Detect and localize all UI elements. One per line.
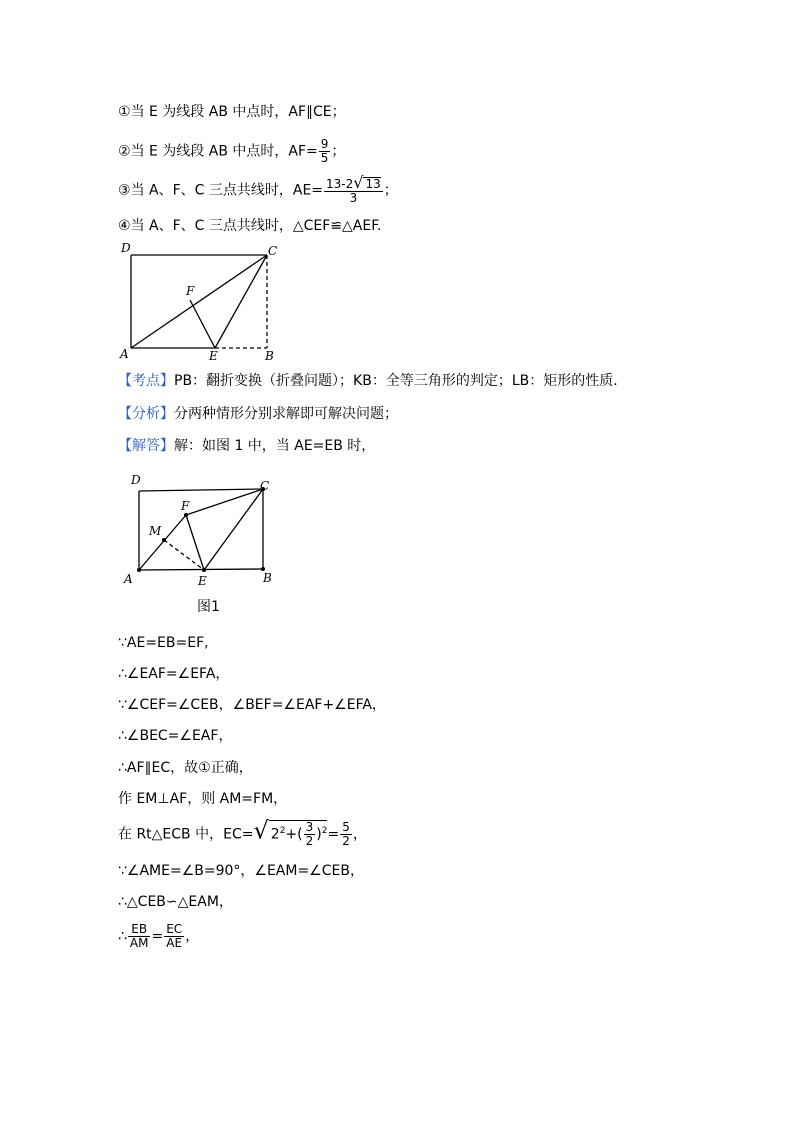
fig1-label-C: C — [260, 479, 270, 493]
step-9: ∴△CEB∽△EAM， — [118, 894, 233, 910]
ec-radicand: $2^2+$( $\frac{3}{2}$ )$^2$ — [270, 820, 328, 849]
option-3-fraction: $\frac{13-2√ 13}{3}$ — [326, 173, 381, 205]
label-C: C — [268, 244, 278, 258]
fig1-label-A: A — [124, 572, 133, 586]
step-10: ∴ $\frac{EB}{AM}$ = $\frac{EC}{AE}$ ， — [118, 922, 200, 950]
step-3: ∵∠CEF=∠CEB，∠BEF=∠EAF+∠EFA， — [118, 697, 386, 713]
fig1-label-E: E — [198, 574, 207, 588]
fig1-label-B: B — [263, 571, 272, 585]
label-F: F — [186, 284, 195, 298]
jieda-line: 【解答】解：如图 1 中，当 AE=EB 时， — [118, 438, 376, 454]
step-5: ∴AF∥EC，故①正确， — [118, 760, 253, 776]
jieda-tag: 解答 — [132, 438, 160, 454]
figure-1 — [120, 470, 285, 595]
label-B: B — [265, 349, 274, 363]
fenxi-line: 【分析】分两种情形分别求解即可解决问题； — [118, 406, 398, 422]
option-3: ③当 A、F、C 三点共线时，AE= $\frac{13-2√ 13}{3}$ ； — [118, 173, 398, 205]
option-4-text: 当 A、F、C 三点共线时，△CEF≌△AEF. — [130, 218, 382, 234]
option-4-mark: ④ — [118, 218, 131, 234]
fenxi-tag: 分析 — [132, 406, 160, 422]
ec-result: $\frac{5}{2}$ — [342, 820, 350, 849]
fig1-label-D: D — [131, 473, 141, 487]
option-2-text: 当 E 为线段 AB 中点时，AF= — [130, 143, 318, 160]
option-2-fraction: $\frac{9}{5}$ — [320, 137, 329, 165]
label-A: A — [120, 347, 129, 361]
option-2-mark: ② — [118, 143, 131, 160]
label-E: E — [209, 349, 218, 363]
option-1-text: 当 E 为线段 AB 中点时，AF∥CE； — [130, 104, 346, 120]
step-7: 在 Rt△ECB 中，EC=√ $2^2+$( $\frac{3}{2}$ )$^2$= $\frac{5}{2}$ ， — [118, 816, 367, 849]
option-4 — [118, 216, 381, 236]
label-D: D — [121, 241, 131, 255]
fig1-label-M: M — [149, 524, 162, 538]
step-1: ∵AE=EB=EF, — [118, 635, 209, 651]
option-1-mark: ① — [118, 104, 131, 120]
ratio-1: $\frac{EB}{AM}$ — [129, 922, 149, 950]
option-3-text: 当 A、F、C 三点共线时，AE= — [130, 182, 324, 199]
step-6: 作 EM⊥AF，则 AM=FM， — [118, 791, 288, 807]
step-8: ∵∠AME=∠B=90°，∠EAM=∠CEB， — [118, 863, 364, 879]
ratio-2: $\frac{EC}{AE}$ — [166, 922, 183, 950]
option-3-mark: ③ — [118, 182, 131, 199]
option-2: ②当 E 为线段 AB 中点时，AF= $\frac{9}{5}$ ； — [118, 137, 346, 165]
fenxi-text: 分两种情形分别求解即可解决问题； — [174, 406, 398, 422]
step-2: ∴∠EAF=∠EFA， — [118, 666, 230, 682]
step-4: ∴∠BEC=∠EAF， — [118, 728, 233, 744]
option-1 — [118, 102, 346, 122]
kaodian-text: PB：翻折变换（折叠问题）；KB：全等三角形的判定；LB：矩形的性质. — [174, 373, 618, 389]
kaodian-line: 【考点】PB：翻折变换（折叠问题）；KB：全等三角形的判定；LB：矩形的性质. — [118, 373, 618, 389]
figure-1-caption: 图1 — [197, 599, 220, 615]
kaodian-tag: 考点 — [132, 373, 160, 389]
figure-top — [115, 240, 285, 365]
fig1-label-F: F — [181, 499, 190, 513]
jieda-text: 解：如图 1 中，当 AE=EB 时， — [174, 438, 376, 454]
